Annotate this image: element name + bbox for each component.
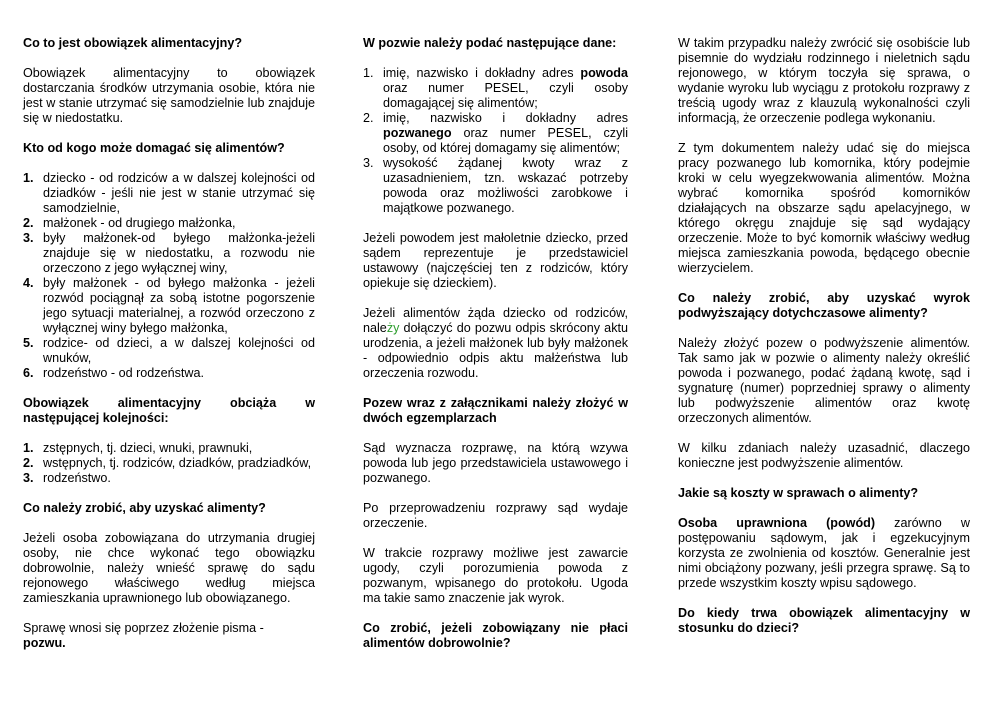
list-item: 3. były małżonek-od byłego małżonka-jeżeli znajduje się w niedostatku, a rozwodu nie orzeczono z jego wyłącznej winy, bbox=[23, 231, 315, 275]
list-item: 2. wstępnych, tj. rodziców, dziadków, pradziadków, bbox=[23, 456, 312, 470]
list-item: 4. były małżonek - od byłego małżonka - jeżeli rozwód pociągnął za sobą istotne pogorszenie jego sytuacji materialnej, a rozwód orzeczono z wyłącznej winy byłego małżonka, bbox=[23, 276, 315, 335]
list-who-can-claim bbox=[23, 171, 315, 381]
heading-two-copies: Pozew wraz z załącznikami należy złożyć w dwóch egzemplarzach bbox=[363, 396, 628, 425]
heading-increase-alimony: Co należy zrobić, aby uzyskać wyrok podwyższający dotychczasowe alimenty? bbox=[678, 291, 970, 320]
list-item: 2. imię, nazwisko i dokładny adres pozwanego oraz numer PESEL, czyli osoby, od której domagamy się alimentów; bbox=[363, 111, 628, 155]
paragraph-increase-lawsuit: Należy złożyć pozew o podwyższenie alimentów. Tak samo jak w pozwie o alimenty należy określić powoda i pozwanego, podać żądaną kwotę, sąd i sygnaturę (numer) poprzedniej sprawy o alimenty lub podwyższenie alimentów oraz kwotę orzeczonych alimentów. bbox=[678, 336, 970, 425]
paragraph-enforcement-request: W takim przypadku należy zwrócić się osobiście lub pisemnie do wydziału rodzinnego i nieletnich sądu rejonowego, w którym toczyła się sprawa, o wydanie wyroku lub wyciągu z protokołu rozprawy z treścią ugody wraz z klauzulą wykonalności czyli informacją, że orzeczenie podlega wykonaniu. bbox=[678, 36, 970, 125]
paragraph-hearing: Sąd wyznacza rozprawę, na którą wzywa powoda lub jego przedstawiciela ustawowego i pozwanego. bbox=[363, 441, 628, 485]
paragraph-judgment: Po przeprowadzeniu rozprawy sąd wydaje orzeczenie. bbox=[363, 501, 628, 530]
heading-how-to-get-alimony: Co należy zrobić, aby uzyskać alimenty? bbox=[23, 501, 266, 515]
heading-non-payment: Co zrobić, jeżeli zobowiązany nie płaci alimentów dobrowolnie? bbox=[363, 621, 628, 650]
list-item: 6. rodzeństwo - od rodzeństwa. bbox=[23, 366, 205, 380]
paragraph-lawsuit: Sprawę wnosi się poprzez złożenie pisma - pozwu. bbox=[23, 621, 264, 650]
paragraph-settlement: W trakcie rozprawy możliwe jest zawarcie ugody, czyli porozumienia powoda z pozwanym, wpisanego do protokołu. Ugoda ma takie samo znaczenie jak wyrok. bbox=[363, 546, 628, 605]
list-item: 2. małżonek - od drugiego małżonka, bbox=[23, 216, 236, 230]
heading-lawsuit-data: W pozwie należy podać następujące dane: bbox=[363, 36, 617, 50]
heading-who-can-claim: Kto od kogo może domagać się alimentów? bbox=[23, 141, 285, 155]
list-order-of-obligation bbox=[23, 441, 315, 486]
paragraph-court-filing: Jeżeli osoba zobowiązana do utrzymania drugiej osoby, nie chce wykonać tego obowiązku dobrowolnie, należy wnieść sprawę do sądu rejonowego właściwego według miejsca zamieszkania uprawnionego lub obowiązanego. bbox=[23, 531, 315, 605]
heading-duration: Do kiedy trwa obowiązek alimentacyjny w stosunku do dzieci? bbox=[678, 606, 970, 635]
list-item: 1. dziecko - od rodziców a w dalszej kolejności od dziadków - jeśli nie jest w stanie utrzymać się samodzielnie, bbox=[23, 171, 315, 215]
paragraph-definition: Obowiązek alimentacyjny to obowiązek dostarczania środków utrzymania osobie, która nie jest w stanie utrzymać się samodzielnie lub znajduje się w niedostatku. bbox=[23, 66, 315, 125]
heading-what-is-alimony: Co to jest obowiązek alimentacyjny? bbox=[23, 36, 243, 50]
paragraph-costs: Osoba uprawniona (powód) zarówno w postępowaniu sądowym, jak i egzekucyjnym korzysta ze zwolnienia od kosztów. Generalnie jest nimi obciążony pozwany, jeśli przegra sprawę. Są to przede wszystkim koszty wpisu sądowego. bbox=[678, 516, 970, 590]
paragraph-minor-plaintiff: Jeżeli powodem jest małoletnie dziecko, przed sądem reprezentuje je przedstawiciel ustawowy (najczęściej ten z rodziców, który opiekuje się dzieckiem). bbox=[363, 231, 628, 290]
column-1 bbox=[23, 36, 315, 666]
heading-order-of-obligation: Obowiązek alimentacyjny obciąża w następującej kolejności: bbox=[23, 396, 315, 425]
list-item: 3. rodzeństwo. bbox=[23, 471, 111, 485]
list-item: 1. imię, nazwisko i dokładny adres powoda oraz numer PESEL, czyli osoby domagającej się alimentów; bbox=[363, 66, 628, 110]
column-3 bbox=[678, 36, 970, 651]
list-lawsuit-data bbox=[363, 66, 628, 216]
column-2 bbox=[363, 36, 628, 666]
paragraph-justification: W kilku zdaniach należy uzasadnić, dlaczego konieczne jest podwyższenie alimentów. bbox=[678, 441, 970, 470]
paragraph-attachments: Jeżeli alimentów żąda dziecko od rodziców, należy dołączyć do pozwu odpis skrócony aktu urodzenia, a jeżeli małżonek lub były małżonek - odpowiednio odpis aktu małżeństwa lub orzeczenia rozwodu. bbox=[363, 306, 628, 380]
list-item: 1. zstępnych, tj. dzieci, wnuki, prawnuki, bbox=[23, 441, 253, 455]
heading-costs: Jakie są koszty w sprawach o alimenty? bbox=[678, 486, 919, 500]
paragraph-bailiff: Z tym dokumentem należy udać się do miejsca pracy pozwanego lub komornika, który podejmie kroki w celu wyegzekwowania alimentów. Można wybrać komornika spośród komorników działających na obszarze sądu apelacyjnego, w którego okręgu znajduje się sąd wydający orzeczenie. Może to być komornik właściwy według miejsca zamieszkania powoda, będącego obecnie wierzycielem. bbox=[678, 141, 970, 275]
list-item: 5. rodzice- od dzieci, a w dalszej kolejności od wnuków, bbox=[23, 336, 315, 365]
list-item: 3. wysokość żądanej kwoty wraz z uzasadnieniem, tzn. wskazać potrzeby powoda oraz możliwości zarobkowe i majątkowe pozwanego. bbox=[363, 156, 628, 215]
